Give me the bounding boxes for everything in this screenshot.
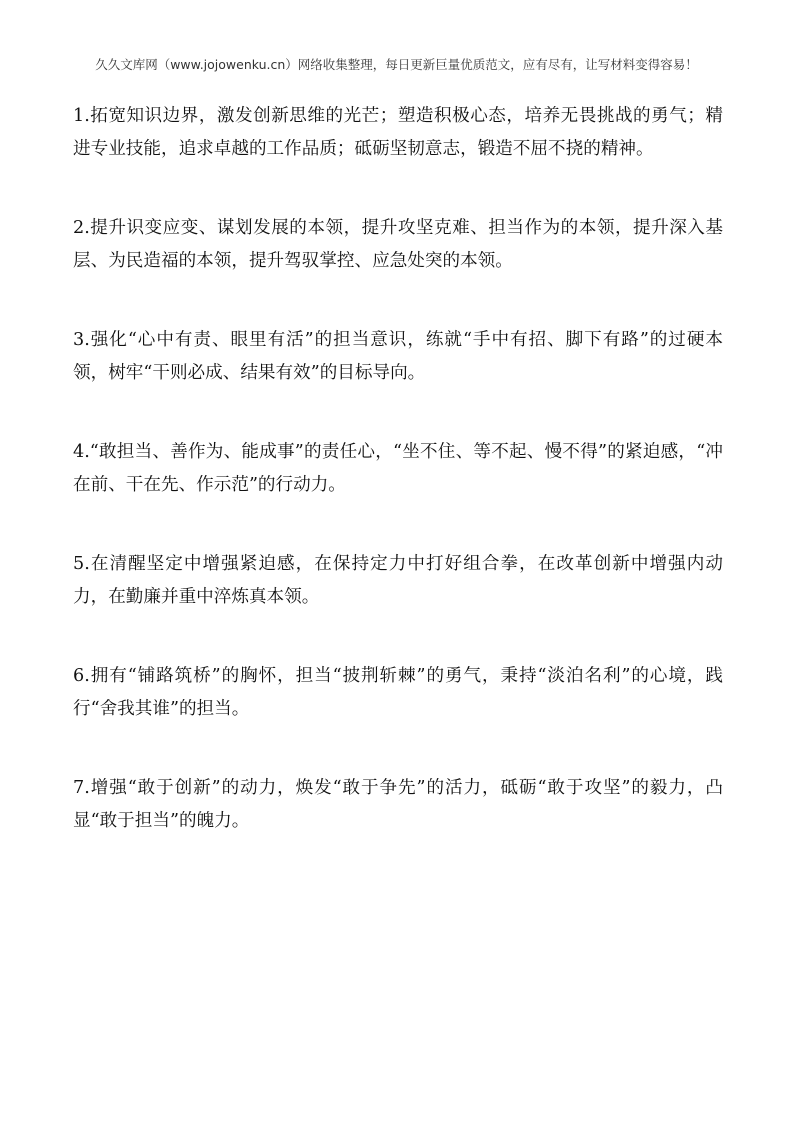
paragraph-7: 7.增强“敢于创新”的动力，焕发“敢于争先”的活力，砥砺“敢于攻坚”的毅力，凸显“敢于担当”的魄力。: [73, 778, 723, 831]
paragraph-6: 6.拥有“铺路筑桥”的胸怀，担当“披荆斩棘”的勇气，秉持“淡泊名利”的心境，践行“舍我其谁”的担当。: [73, 666, 723, 719]
paragraph-4: 4.“敢担当、善作为、能成事”的责任心，“坐不住、等不起、慢不得”的紧迫感，“冲在前、干在先、作示范”的行动力。: [73, 442, 723, 495]
document-body: [73, 100, 723, 884]
paragraph-2: 2.提升识变应变、谋划发展的本领，提升攻坚克难、担当作为的本领，提升深入基层、为民造福的本领，提升驾驭掌控、应急处突的本领。: [73, 218, 723, 271]
paragraph-5: 5.在清醒坚定中增强紧迫感，在保持定力中打好组合拳，在改革创新中增强内动力，在勤廉并重中淬炼真本领。: [73, 554, 723, 607]
paragraph-3: 3.强化“心中有责、眼里有活”的担当意识，练就“手中有招、脚下有路”的过硬本领，树牢“干则必成、结果有效”的目标导向。: [73, 330, 723, 383]
paragraph-1: 1.拓宽知识边界，激发创新思维的光芒；塑造积极心态，培养无畏挑战的勇气；精进专业技能，追求卓越的工作品质；砥砺坚韧意志，锻造不屈不挠的精神。: [73, 106, 723, 159]
page-header-watermark: 久久文库网（www.jojowenku.cn）网络收集整理，每日更新巨量优质范文，应有尽有，让写材料变得容易！: [95, 57, 698, 72]
